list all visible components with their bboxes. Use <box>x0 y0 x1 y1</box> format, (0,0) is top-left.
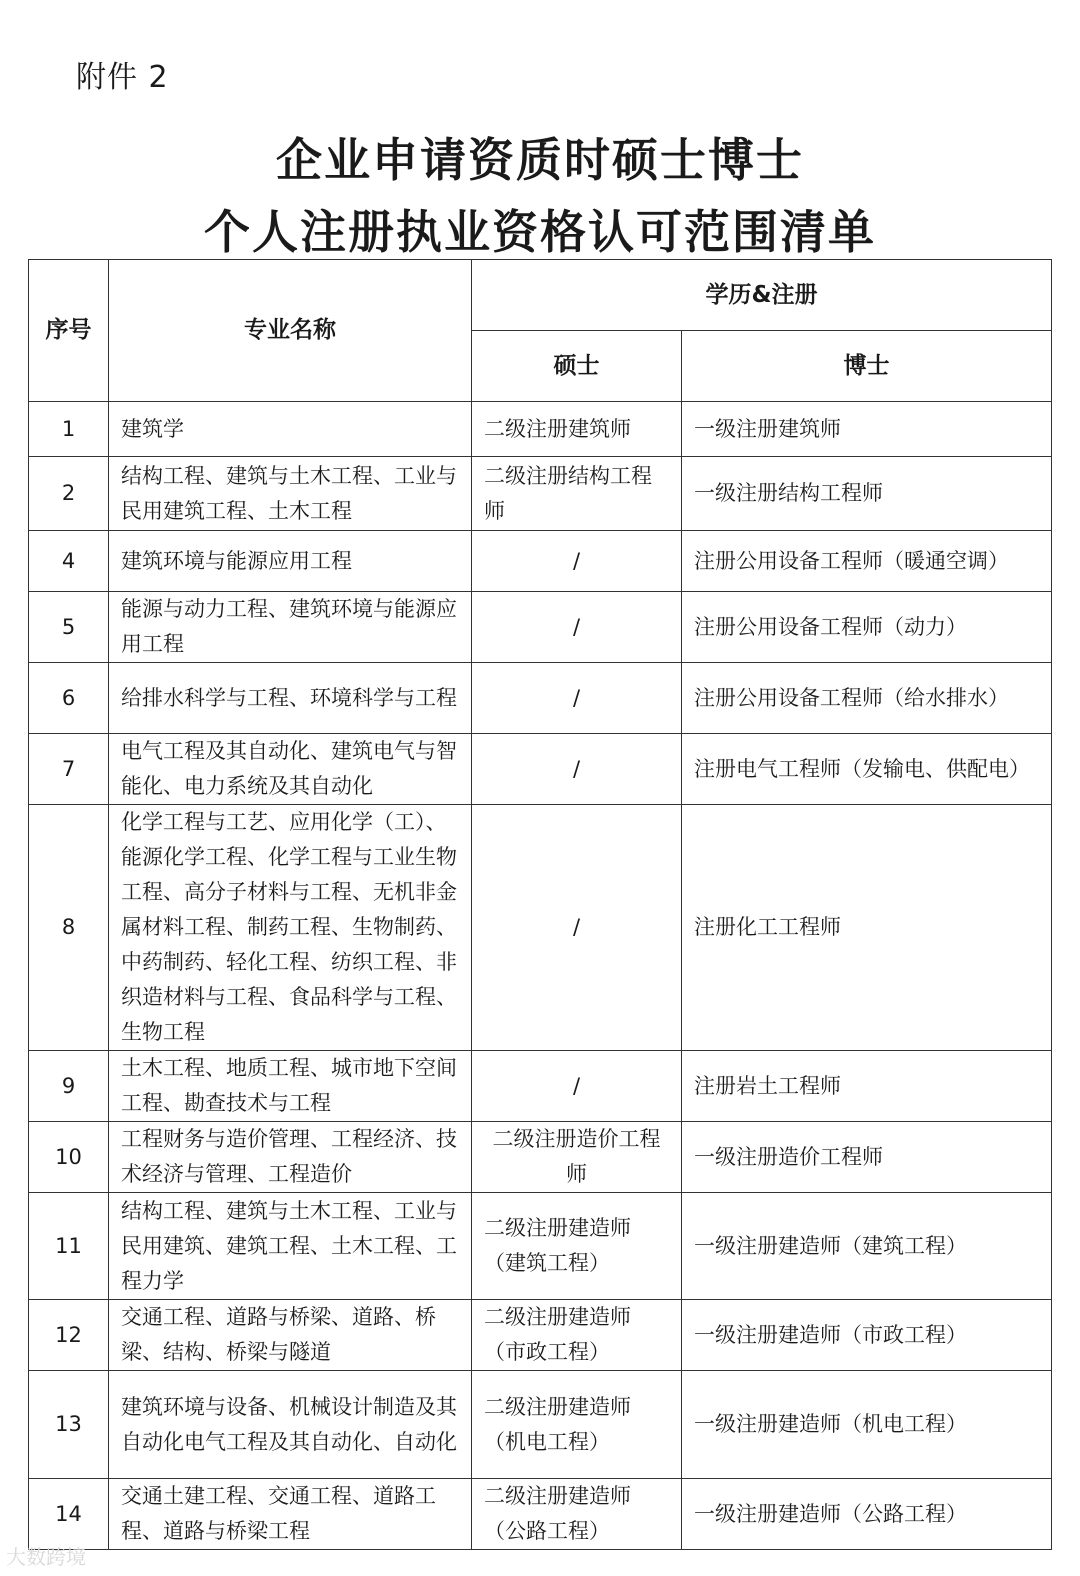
row-master: / <box>472 1051 682 1122</box>
row-doctor: 一级注册建筑师 <box>682 402 1052 457</box>
row-index: 5 <box>29 592 109 663</box>
row-index: 2 <box>29 457 109 531</box>
header-index: 序号 <box>29 260 109 402</box>
row-major: 结构工程、建筑与土木工程、工业与民用建筑工程、土木工程 <box>109 457 472 531</box>
table-row <box>29 592 1052 663</box>
row-major: 土木工程、地质工程、城市地下空间工程、勘查技术与工程 <box>109 1051 472 1122</box>
row-master: 二级注册结构工程师 <box>472 457 682 531</box>
table-row <box>29 1051 1052 1122</box>
row-master: / <box>472 663 682 734</box>
attachment-label: 附件 2 <box>76 60 169 95</box>
header-major: 专业名称 <box>109 260 472 402</box>
row-major: 建筑环境与设备、机械设计制造及其自动化电气工程及其自动化、自动化 <box>109 1371 472 1479</box>
row-master: 二级注册建造师（机电工程） <box>472 1371 682 1479</box>
row-major: 交通土建工程、交通工程、道路工程、道路与桥梁工程 <box>109 1479 472 1550</box>
row-index: 10 <box>29 1122 109 1193</box>
row-index: 4 <box>29 531 109 592</box>
table-row <box>29 531 1052 592</box>
table-row <box>29 1300 1052 1371</box>
row-major: 建筑环境与能源应用工程 <box>109 531 472 592</box>
row-major: 建筑学 <box>109 402 472 457</box>
row-master: 二级注册建造师（建筑工程） <box>472 1193 682 1300</box>
table-row <box>29 457 1052 531</box>
row-major: 给排水科学与工程、环境科学与工程 <box>109 663 472 734</box>
table-row <box>29 805 1052 1051</box>
table-row <box>29 734 1052 805</box>
row-master: / <box>472 592 682 663</box>
table-row <box>29 1479 1052 1550</box>
row-major: 电气工程及其自动化、建筑电气与智能化、电力系统及其自动化 <box>109 734 472 805</box>
row-master: / <box>472 531 682 592</box>
row-doctor: 注册化工工程师 <box>682 805 1052 1051</box>
row-major: 工程财务与造价管理、工程经济、技术经济与管理、工程造价 <box>109 1122 472 1193</box>
row-index: 6 <box>29 663 109 734</box>
row-doctor: 一级注册结构工程师 <box>682 457 1052 531</box>
table-row <box>29 1193 1052 1300</box>
row-doctor: 注册电气工程师（发输电、供配电） <box>682 734 1052 805</box>
row-major: 交通工程、道路与桥梁、道路、桥梁、结构、桥梁与隧道 <box>109 1300 472 1371</box>
document-title-line2: 个人注册执业资格认可范围清单 <box>204 205 876 259</box>
row-doctor: 一级注册建造师（机电工程） <box>682 1371 1052 1479</box>
row-major: 结构工程、建筑与土木工程、工业与民用建筑、建筑工程、土木工程、工程力学 <box>109 1193 472 1300</box>
row-doctor: 注册公用设备工程师（暖通空调） <box>682 531 1052 592</box>
row-index: 14 <box>29 1479 109 1550</box>
table-row <box>29 402 1052 457</box>
header-master: 硕士 <box>472 331 682 402</box>
row-index: 13 <box>29 1371 109 1479</box>
row-index: 1 <box>29 402 109 457</box>
row-master: / <box>472 805 682 1051</box>
row-index: 7 <box>29 734 109 805</box>
row-index: 8 <box>29 805 109 1051</box>
table-row <box>29 663 1052 734</box>
header-doctor: 博士 <box>682 331 1052 402</box>
table-row <box>29 1122 1052 1193</box>
row-master: 二级注册建造师（市政工程） <box>472 1300 682 1371</box>
row-master: 二级注册造价工程师 <box>472 1122 682 1193</box>
row-master: 二级注册建造师（公路工程） <box>472 1479 682 1550</box>
watermark: 大数跨境 <box>6 1545 86 1569</box>
row-doctor: 注册公用设备工程师（动力） <box>682 592 1052 663</box>
row-doctor: 注册岩土工程师 <box>682 1051 1052 1122</box>
document-title-line1: 企业申请资质时硕士博士 <box>276 133 804 187</box>
row-master: / <box>472 734 682 805</box>
row-doctor: 一级注册建造师（建筑工程） <box>682 1193 1052 1300</box>
table-row <box>29 1371 1052 1479</box>
row-doctor: 一级注册造价工程师 <box>682 1122 1052 1193</box>
row-major: 能源与动力工程、建筑环境与能源应用工程 <box>109 592 472 663</box>
row-major: 化学工程与工艺、应用化学（工）、能源化学工程、化学工程与工业生物工程、高分子材料与工程、无机非金属材料工程、制药工程、生物制药、中药制药、轻化工程、纺织工程、非织造材料与工程、食品科学与工程、生物工程 <box>109 805 472 1051</box>
qualification-table <box>28 259 1052 1550</box>
header-education-registration: 学历&注册 <box>472 260 1052 331</box>
row-doctor: 一级注册建造师（市政工程） <box>682 1300 1052 1371</box>
row-doctor: 注册公用设备工程师（给水排水） <box>682 663 1052 734</box>
row-doctor: 一级注册建造师（公路工程） <box>682 1479 1052 1550</box>
row-master: 二级注册建筑师 <box>472 402 682 457</box>
row-index: 11 <box>29 1193 109 1300</box>
row-index: 9 <box>29 1051 109 1122</box>
row-index: 12 <box>29 1300 109 1371</box>
